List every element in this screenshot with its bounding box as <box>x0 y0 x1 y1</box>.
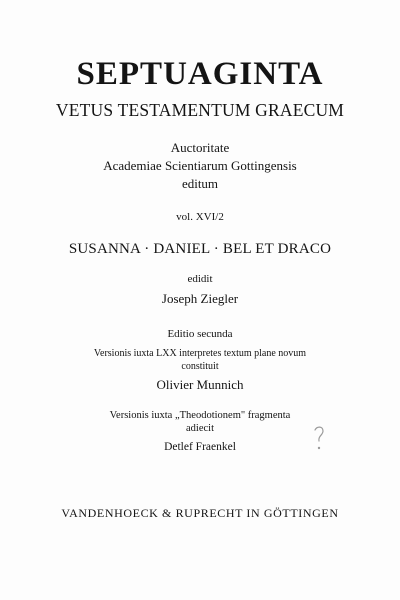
constituit-line: constituit <box>181 361 219 372</box>
editum-line: editum <box>181 176 219 191</box>
edition-label: Editio secunda <box>167 328 233 340</box>
page-title: SEPTUAGINTA <box>76 56 324 92</box>
versio-lxx-line: Versionis iuxta LXX interpretes textum plane novum <box>93 348 307 359</box>
publisher-imprint: VANDENHOECK & RUPRECHT IN GÖTTINGEN <box>61 506 339 520</box>
versio-theodotion-line: Versionis iuxta „Theodotionem" fragmenta <box>109 410 291 421</box>
books-title: SUSANNA · DANIEL · BEL ET DRACO <box>68 241 332 257</box>
editor-theodotion-name: Detlef Fraenkel <box>164 441 236 453</box>
pencil-mark-icon <box>312 424 326 454</box>
academy-line: Academiae Scientiarum Gottingensis <box>103 158 297 173</box>
auctoritate-line: Auctoritate <box>170 140 230 155</box>
editor-name: Joseph Ziegler <box>161 291 239 306</box>
editor-lxx-name: Olivier Munnich <box>156 377 244 392</box>
edidit-label: edidit <box>187 273 213 285</box>
page-subtitle: VETUS TESTAMENTUM GRAECUM <box>55 100 345 120</box>
adiecit-line: adiecit <box>186 423 214 434</box>
volume-number: vol. XVI/2 <box>176 211 224 223</box>
